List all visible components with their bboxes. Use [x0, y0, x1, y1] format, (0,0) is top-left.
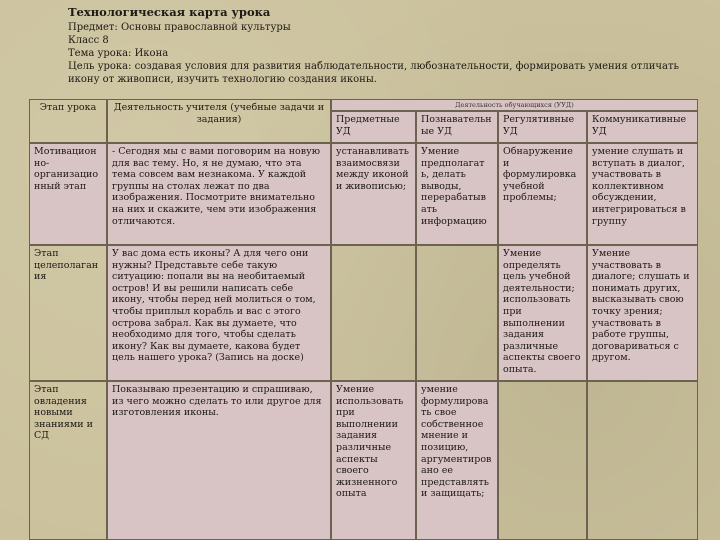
row3-stage: Этап овладения новыми знаниями и СД	[29, 381, 107, 540]
header-communicative-uud: Коммуникативные УД	[587, 111, 698, 143]
technology-map-table	[29, 99, 698, 540]
row1-stage: Мотивацион но-организацио нный этап	[29, 143, 107, 245]
row3-regulative	[498, 381, 587, 540]
header-stage: Этап урока	[29, 99, 107, 143]
row3-subject: Умение использовать при выполнении задания различные аспекты своего жизненного опыта	[331, 381, 416, 540]
row2-teacher: У вас дома есть иконы? А для чего они нужны? Представьте себе такую ситуацию: попали вы на необитаемый остров! И вы решили написать себе икону, чтобы перед ней молиться о том, чтобы приплыл корабль и вас с этого острова забрал. Как вы думаете, что необходимо для того, чтобы сделать икону? Как вы думаете, какова будет цель нашего урока? (Запись на доске)	[107, 245, 331, 381]
row2-communicative: Умение участвовать в диалоге; слушать и понимать других, высказывать свою точку зрения; участвовать в работе группы, договариваться с другом.	[587, 245, 698, 381]
row1-regulative: Обнаружение и формулировка учебной проблемы;	[498, 143, 587, 245]
header-cognitive-uud: Познавательн ые УД	[416, 111, 498, 143]
row2-cognitive	[416, 245, 498, 381]
row3-communicative	[587, 381, 698, 540]
topic-line: Тема урока: Икона	[68, 48, 169, 59]
row1-cognitive: Умение предполагат ь, делать выводы, перерабатыв ать информацию	[416, 143, 498, 245]
document-title: Технологическая карта урока	[68, 5, 271, 19]
row1-communicative: умение слушать и вступать в диалог, участвовать в коллективном обсуждении, интегрироваться в группу	[587, 143, 698, 245]
lesson-header	[68, 6, 708, 86]
subject-line: Предмет: Основы православной культуры	[68, 22, 291, 33]
header-regulative-uud: Регулятивные УД	[498, 111, 587, 143]
row1-teacher: - Сегодня мы с вами поговорим на новую для вас тему. Но, я не думаю, что эта тема совсем вам незнакома. У каждой группы на столах лежат по два изображения. Посмотрите внимательно на них и скажите, чем эти изображения отличаются.	[107, 143, 331, 245]
row2-stage: Этап целеполаган ия	[29, 245, 107, 381]
row1-subject: устанавливать взаимосвязи между иконой и живописью;	[331, 143, 416, 245]
header-uud-group: Деятельность обучающихся (УУД)	[331, 99, 698, 111]
row3-teacher: Показываю презентацию и спрашиваю, из чего можно сделать то или другое для изготовления иконы.	[107, 381, 331, 540]
row3-cognitive: умение формулирова ть свое собственное мнение и позицию, аргументиров ано ее представлять и защищать;	[416, 381, 498, 540]
header-subject-uud: Предметные УД	[331, 111, 416, 143]
header-teacher: Деятельность учителя (учебные задачи и задания)	[107, 99, 331, 143]
grade-line: Класс 8	[68, 35, 109, 46]
row2-subject	[331, 245, 416, 381]
row2-regulative: Умение определять цель учебной деятельности; использовать при выполнении задания различные аспекты своего опыта.	[498, 245, 587, 381]
goal-line: Цель урока: создавая условия для развития наблюдательности, любознательности, формировать умения отличать икону от живописи, изучить технологию создания иконы.	[68, 61, 679, 85]
